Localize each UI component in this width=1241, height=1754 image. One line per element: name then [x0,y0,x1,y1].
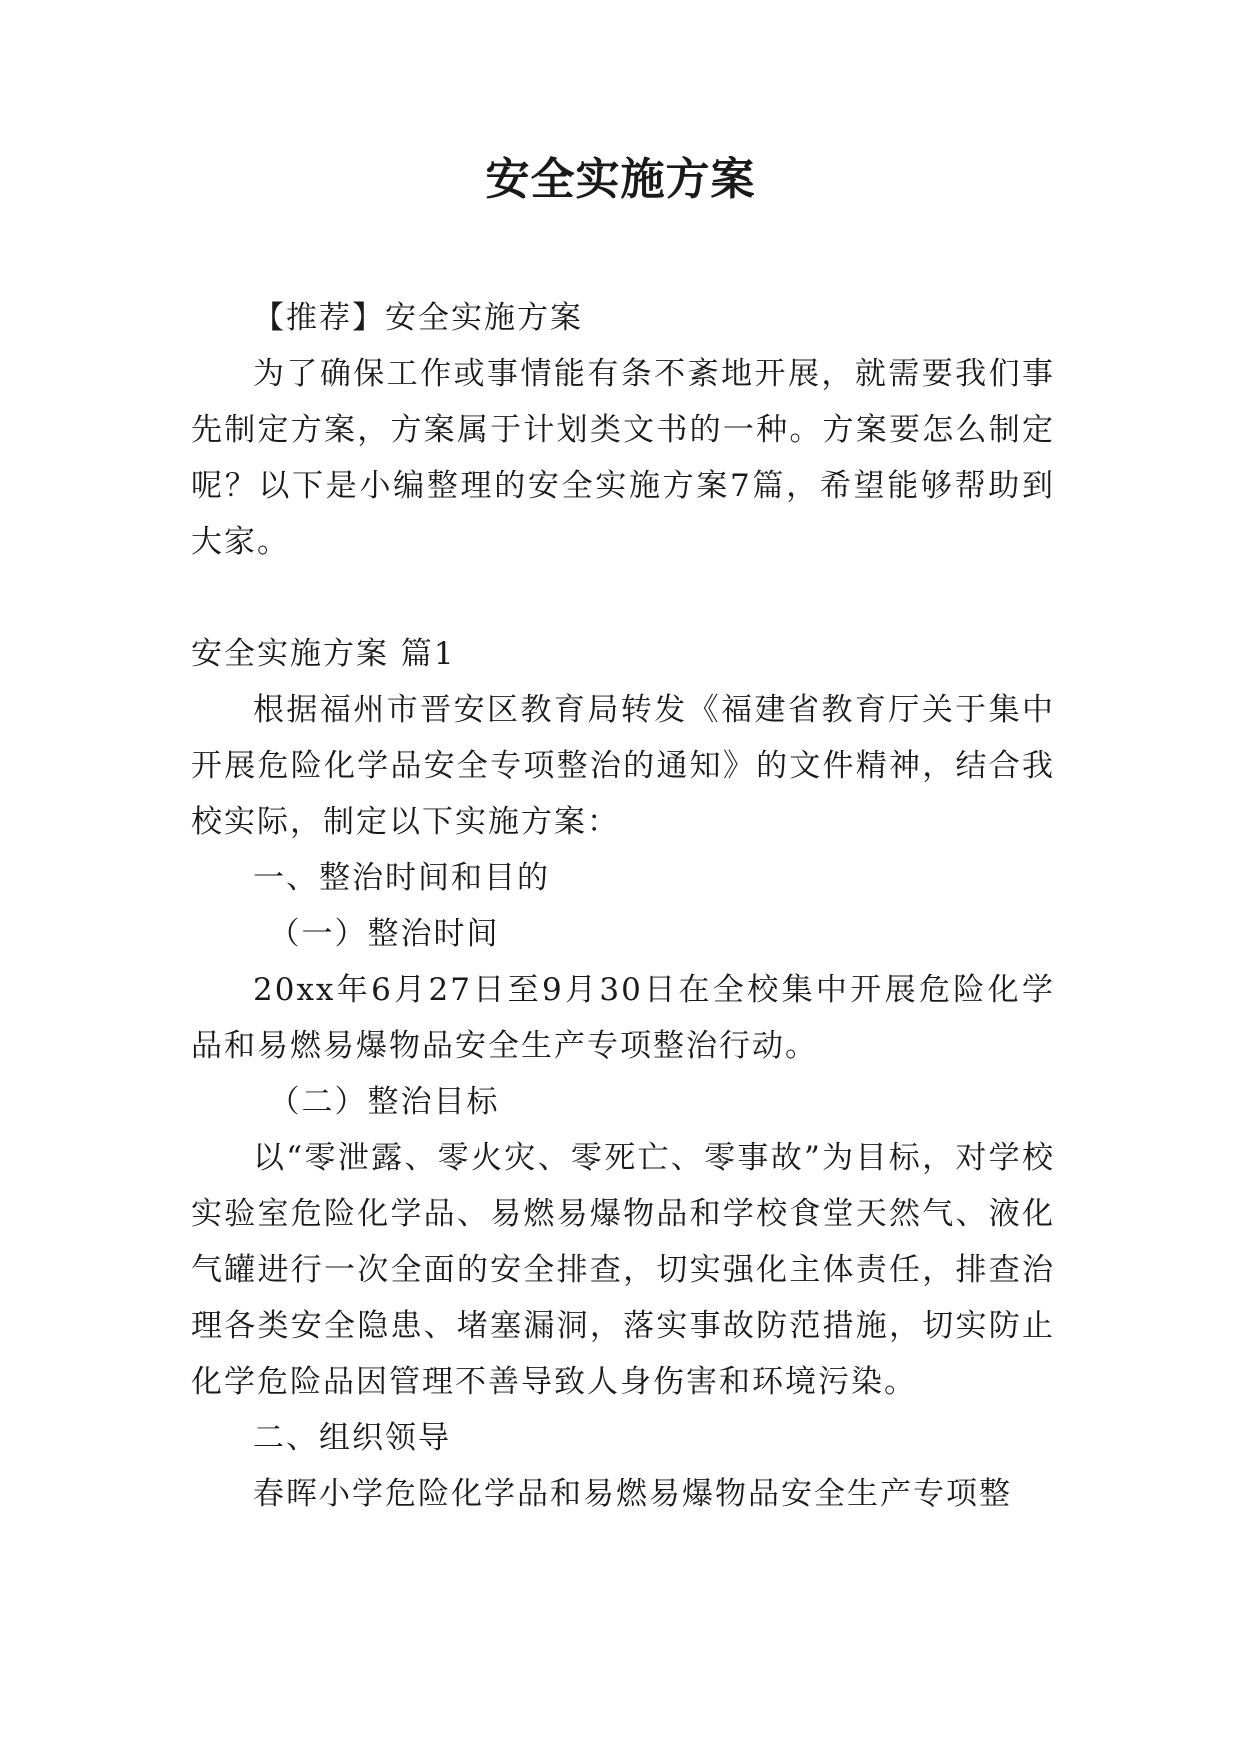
section-heading: 安全实施方案 篇1 [191,636,456,672]
document-body [191,290,1055,1522]
heading-level-2: （二）整治目标 [268,1084,500,1120]
body-paragraph: 20xx年6月27日至9月30日在全校集中开展危险化学品和易燃易爆物品安全生产专项整治行动。 [191,972,1055,1064]
body-paragraph: 春晖小学危险化学品和易燃易爆物品安全生产专项整 [253,1476,1012,1512]
intro-paragraph: 为了确保工作或事情能有条不紊地开展，就需要我们事先制定方案，方案属于计划类文书的一种。方案要怎么制定呢？以下是小编整理的安全实施方案7篇，希望能够帮助到大家。 [191,356,1055,560]
spacer [191,570,1055,626]
heading-level-1: 一、整治时间和目的 [253,860,550,896]
recommend-line: 【推荐】安全实施方案 [253,300,583,336]
body-paragraph: 以“零泄露、零火灾、零死亡、零事故”为目标，对学校实验室危险化学品、易燃易爆物品和学校食堂天然气、液化气罐进行一次全面的安全排查，切实强化主体责任，排查治理各类安全隐患、堵塞漏洞，落实事故防范措施，切实防止化学危险品因管理不善导致人身伤害和环境污染。 [191,1140,1055,1400]
heading-level-1: 二、组织领导 [253,1420,451,1456]
body-paragraph: 根据福州市晋安区教育局转发《福建省教育厅关于集中开展危险化学品安全专项整治的通知》的文件精神，结合我校实际，制定以下实施方案： [191,692,1055,840]
document-title: 安全实施方案 [485,154,756,205]
heading-level-2: （一）整治时间 [268,916,500,952]
